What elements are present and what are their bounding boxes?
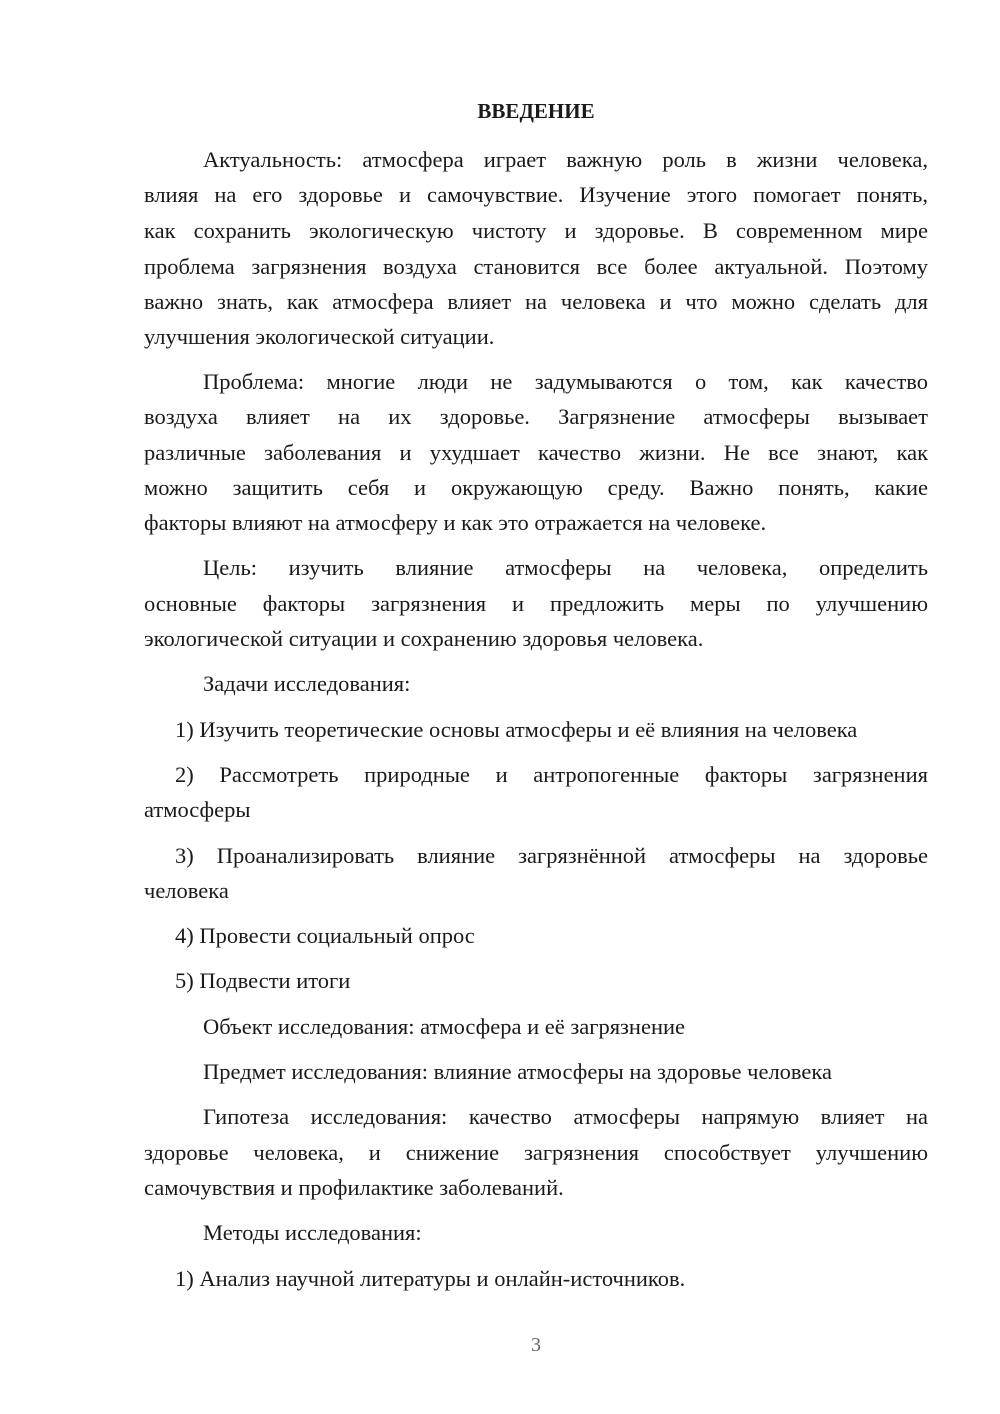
research-object: Объект исследования: атмосфера и её загрязнение — [203, 1014, 686, 1039]
problem-line-5: факторы влияют на атмосферу и как это отражается на человеке. — [144, 510, 767, 535]
problem-line-2: воздуха влияет на их здоровье. Загрязнение атмосферы вызывает — [144, 404, 928, 429]
goal-line-3: экологической ситуации и сохранению здоровья человека. — [144, 626, 704, 651]
goal-line-1: Цель: изучить влияние атмосферы на человека, определить — [203, 555, 928, 580]
relevance-line-3: как сохранить экологическую чистоту и здоровье. В современном мире — [144, 218, 928, 243]
relevance-line-1: Актуальность: атмосфера играет важную роль в жизни человека, — [203, 147, 928, 172]
task-item-3-cont: человека — [144, 878, 229, 903]
hypothesis-line-1: Гипотеза исследования: качество атмосферы напрямую влияет на — [203, 1104, 928, 1129]
page-title: ВВЕДЕНИЕ — [477, 99, 595, 123]
relevance-line-4: проблема загрязнения воздуха становится все более актуальной. Поэтому — [144, 254, 928, 279]
problem-line-1: Проблема: многие люди не задумываются о том, как качество — [203, 369, 928, 394]
task-item-2: 2) Рассмотреть природные и антропогенные факторы загрязнения — [175, 762, 928, 787]
relevance-line-6: улучшения экологической ситуации. — [144, 324, 495, 349]
method-item-1: 1) Анализ научной литературы и онлайн-источников. — [175, 1266, 686, 1291]
relevance-line-5: важно знать, как атмосфера влияет на человека и что можно сделать для — [144, 289, 928, 314]
task-item-2-cont: атмосферы — [144, 797, 251, 822]
problem-line-4: можно защитить себя и окружающую среду. Важно понять, какие — [144, 475, 928, 500]
research-subject: Предмет исследования: влияние атмосферы на здоровье человека — [203, 1059, 832, 1084]
methods-heading: Методы исследования: — [203, 1220, 422, 1245]
hypothesis-line-3: самочувствия и профилактике заболеваний. — [144, 1175, 564, 1200]
task-item-3: 3) Проанализировать влияние загрязнённой атмосферы на здоровье — [175, 843, 928, 868]
task-item-1: 1) Изучить теоретические основы атмосферы и её влияния на человека — [175, 717, 858, 742]
goal-line-2: основные факторы загрязнения и предложить меры по улучшению — [144, 591, 928, 616]
problem-line-3: различные заболевания и ухудшает качество жизни. Не все знают, как — [144, 440, 928, 465]
tasks-heading: Задачи исследования: — [203, 671, 411, 696]
page-number: 3 — [531, 1334, 541, 1356]
task-item-5: 5) Подвести итоги — [175, 968, 351, 993]
relevance-line-2: влияя на его здоровье и самочувствие. Изучение этого помогает понять, — [144, 182, 928, 207]
task-item-4: 4) Провести социальный опрос — [175, 923, 475, 948]
hypothesis-line-2: здоровье человека, и снижение загрязнения способствует улучшению — [144, 1140, 928, 1165]
